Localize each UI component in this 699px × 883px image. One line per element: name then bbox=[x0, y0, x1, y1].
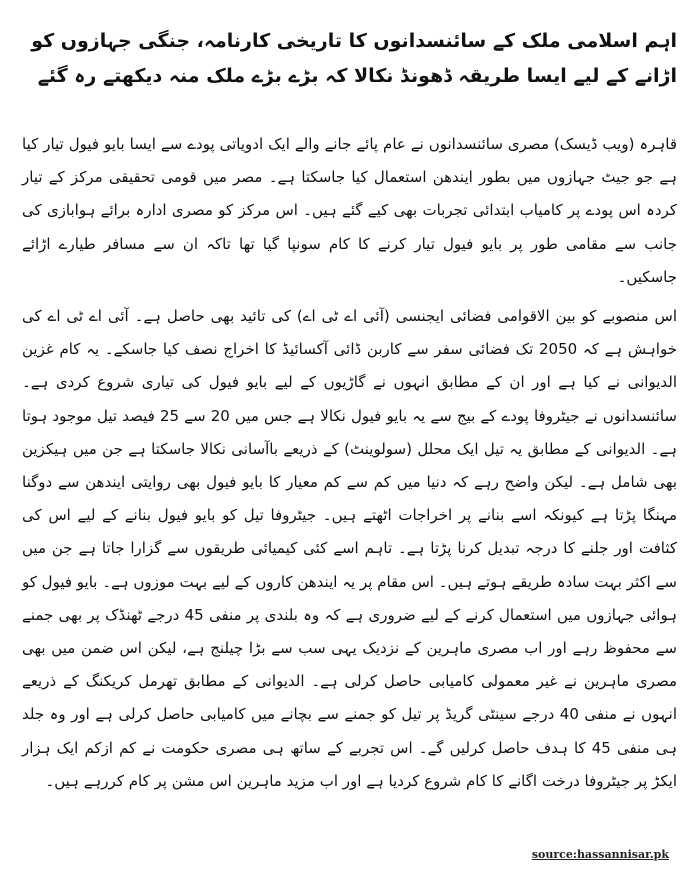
article-title: اہم اسلامی ملک کے سائنسدانوں کا تاریخی کارنامہ، جنگی جہازوں کو اڑانے کے لیے ایسا طریقہ ڈھونڈ نکالا کہ بڑے بڑے ملک منہ دیکھتے رہ گئے bbox=[31, 30, 677, 87]
article-paragraph-1: قاہرہ (ویب ڈیسک) مصری سائنسدانوں نے عام پائے جانے والے ایک ادویاتی پودے سے ایسا بایو فیول تیار کیا ہے جو جیٹ جہازوں میں بطور ایندھن استعمال کیا جاسکتا ہے۔ مصر میں قومی تحقیقی مرکز کے تیار کردہ اس پودے پر کامیاب ابتدائی تجربات بھی کیے گئے ہیں۔ اس مرکز کو مصری ادارہ برائے ہوابازی کی جانب سے مقامی طور پر بایو فیول تیار کرنے کا کام سونپا گیا تھا تاکہ ان سے مسافر طیارے اڑائے جاسکیں۔ bbox=[22, 135, 677, 286]
source-credit: source:hassannisar.pk bbox=[531, 848, 669, 861]
article-paragraph-2: اس منصوبے کو بین الاقوامی فضائی ایجنسی (آئی اے ٹی اے) کی تائید بھی حاصل ہے۔ آئی اے ٹی اے کی خواہش ہے کہ 2050 تک فضائی سفر سے کاربن ڈائی آکسائیڈ کا اخراج نصف کیا جاسکے۔ یہ کام غزین الدیوانی نے کیا ہے اور ان کے مطابق انہوں نے گاڑیوں کے لیے بایو فیول کی تیاری شروع کردی ہے۔ سائنسدانوں نے جیٹروفا پودے کے بیج سے یہ بایو فیول نکالا ہے جس میں 20 سے 25 فیصد تیل موجود ہوتا ہے۔ الدیوانی کے مطابق یہ تیل ایک محلل (سولوینٹ) کے ذریعے باآسانی نکالا جاسکتا ہے جن میں ہیکزین بھی شامل ہے۔ لیکن واضح رہے کہ دنیا میں کم سے کم معیار کا بایو فیول بھی روایتی ایندھن سے دوگنا مہنگا پڑتا ہے کیونکہ اسے بنانے پر اخراجات اٹھتے ہیں۔ جیٹروفا تیل کو بایو فیول بنانے کے لیے اس کی کثافت اور جلنے کا درجہ تبدیل کرنا پڑتا ہے۔ تاہم اسے کئی کیمیائی طریقوں سے گزارا جاتا ہے جن میں سے اکثر بہت سادہ طریقے ہوتے ہیں۔ اس مقام پر یہ ایندھن کاروں کے لیے بہت موزوں ہے۔ بایو فیول کو ہوائی جہازوں میں استعمال کرنے کے لیے ضروری ہے کہ وہ بلندی پر منفی 45 درجے ٹھنڈک پر بھی جمنے سے محفوظ رہے اور اب مصری ماہرین کے نزدیک یہی سب سے بڑا چیلنج ہے، لیکن اس ضمن میں بھی مصری ماہرین نے غیر معمولی کامیابی حاصل کرلی ہے۔ الدیوانی کے مطابق تھرمل کریکنگ کے ذریعے انہوں نے منفی 40 درجے سینٹی گریڈ پر تیل کو جمنے سے بچانے میں کامیابی حاصل کرلی ہے اور وہ جلد ہی منفی 45 کا ہدف حاصل کرلیں گے۔ اس تجربے کے ساتھ ہی مصری حکومت نے کم ازکم ایک ہزار ایکڑ پر جیٹروفا درخت اگانے کا کام شروع کردیا ہے اور اب مزید ماہرین اس مشن پر کام کررہے ہیں۔ bbox=[22, 307, 677, 790]
